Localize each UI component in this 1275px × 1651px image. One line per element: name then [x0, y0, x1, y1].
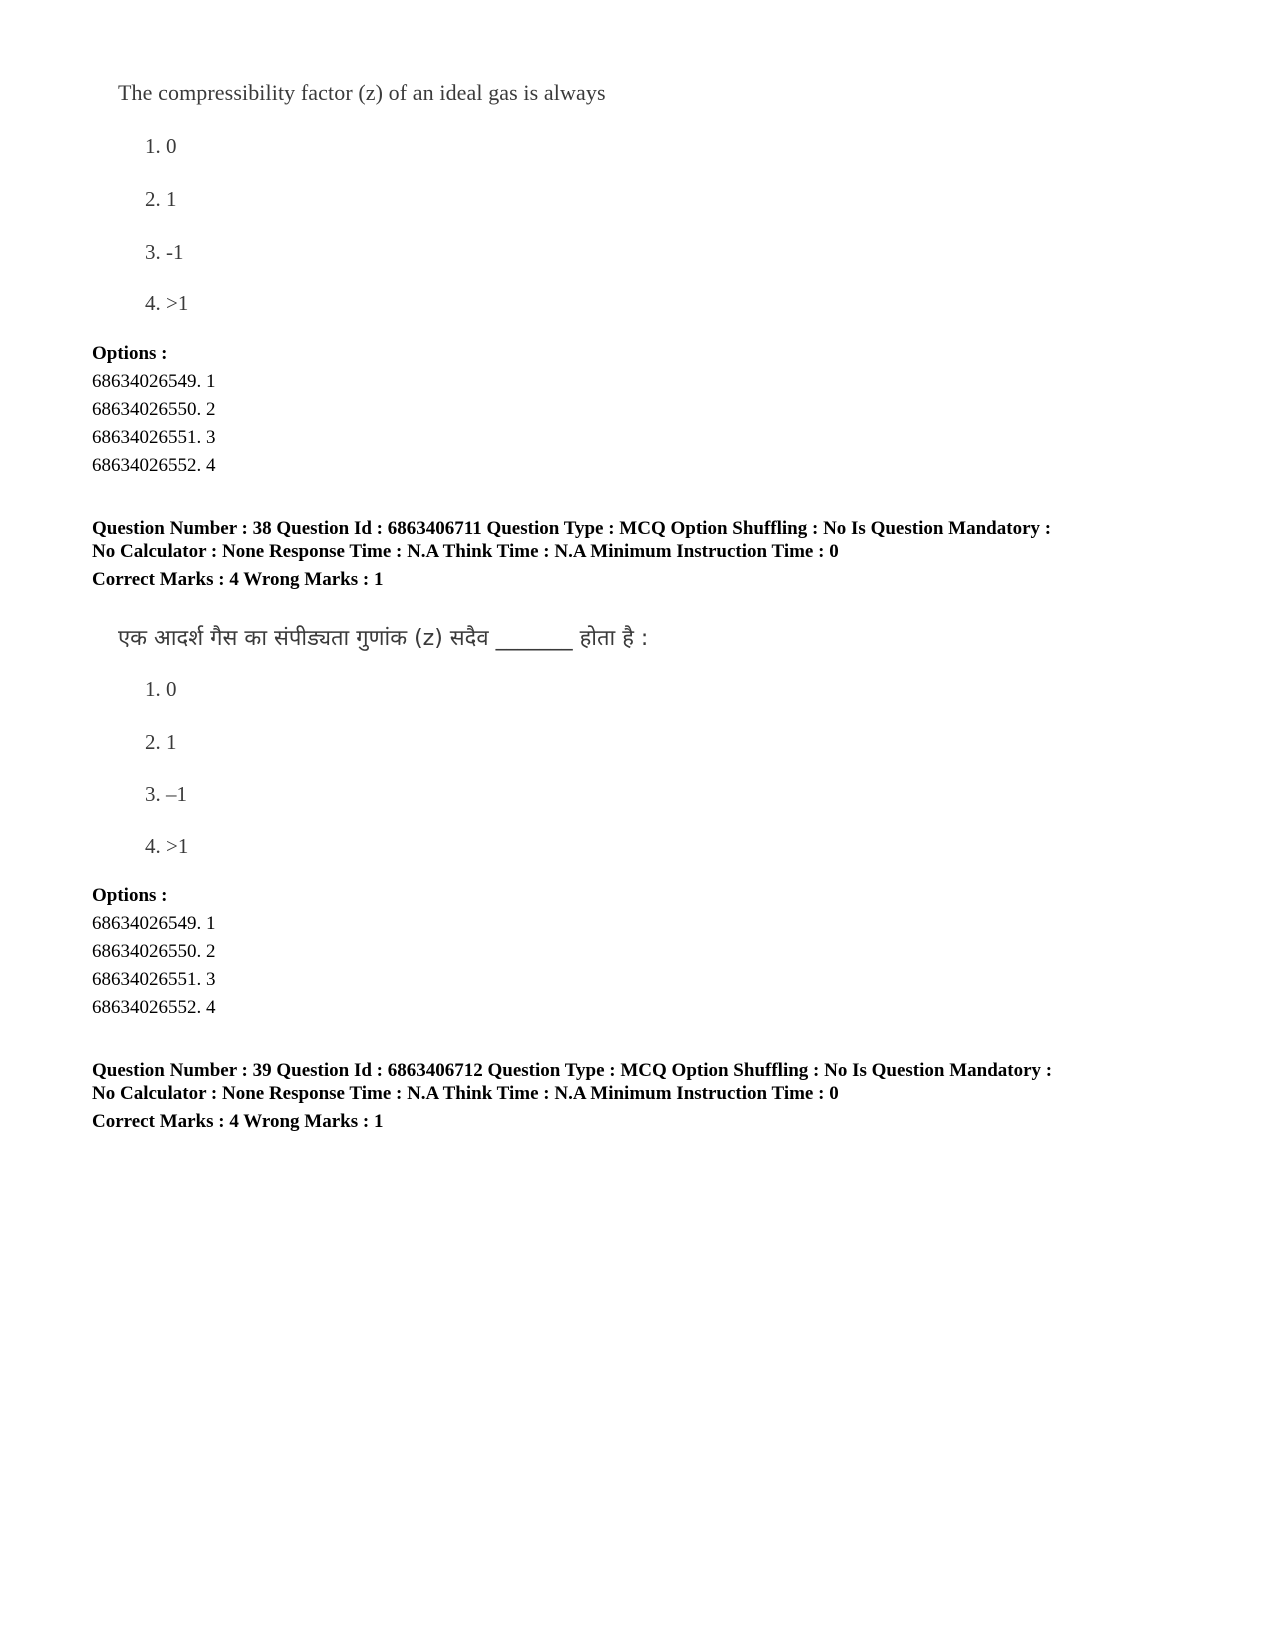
question-meta-line: No Calculator : None Response Time : N.A Think Time : N.A Minimum Instruction Time : 0 [92, 1083, 839, 1104]
choice-item: 1. 0 [145, 677, 177, 701]
option-line: 68634026549. 1 [92, 371, 216, 392]
question-meta-line: Question Number : 39 Question Id : 6863406712 Question Type : MCQ Option Shuffling : No Is Question Mandatory : [92, 1060, 1053, 1081]
choice-item: 3. -1 [145, 240, 184, 264]
choice-item: 2. 1 [145, 730, 177, 754]
question-meta-line: No Calculator : None Response Time : N.A Think Time : N.A Minimum Instruction Time : 0 [92, 541, 839, 562]
choice-item: 4. >1 [145, 834, 189, 858]
option-line: 68634026552. 4 [92, 997, 216, 1018]
question-meta-line: Question Number : 38 Question Id : 6863406711 Question Type : MCQ Option Shuffling : No Is Question Mandatory : [92, 518, 1052, 539]
marks-line: Correct Marks : 4 Wrong Marks : 1 [92, 569, 384, 590]
option-line: 68634026551. 3 [92, 427, 216, 448]
question-text-english: The compressibility factor (z) of an ideal gas is always [118, 80, 606, 105]
option-line: 68634026549. 1 [92, 913, 216, 934]
options-label: Options : [92, 343, 168, 364]
choice-item: 1. 0 [145, 134, 177, 158]
choice-item: 3. –1 [145, 782, 187, 806]
question-text-hindi: एक आदर्श गैस का संपीड्यता गुणांक (z) सदैव _______ होता है : [118, 626, 649, 651]
marks-line: Correct Marks : 4 Wrong Marks : 1 [92, 1111, 384, 1132]
option-line: 68634026551. 3 [92, 969, 216, 990]
options-label: Options : [92, 885, 168, 906]
option-line: 68634026550. 2 [92, 941, 216, 962]
option-line: 68634026552. 4 [92, 455, 216, 476]
option-line: 68634026550. 2 [92, 399, 216, 420]
choice-item: 4. >1 [145, 291, 189, 315]
choice-item: 2. 1 [145, 187, 177, 211]
